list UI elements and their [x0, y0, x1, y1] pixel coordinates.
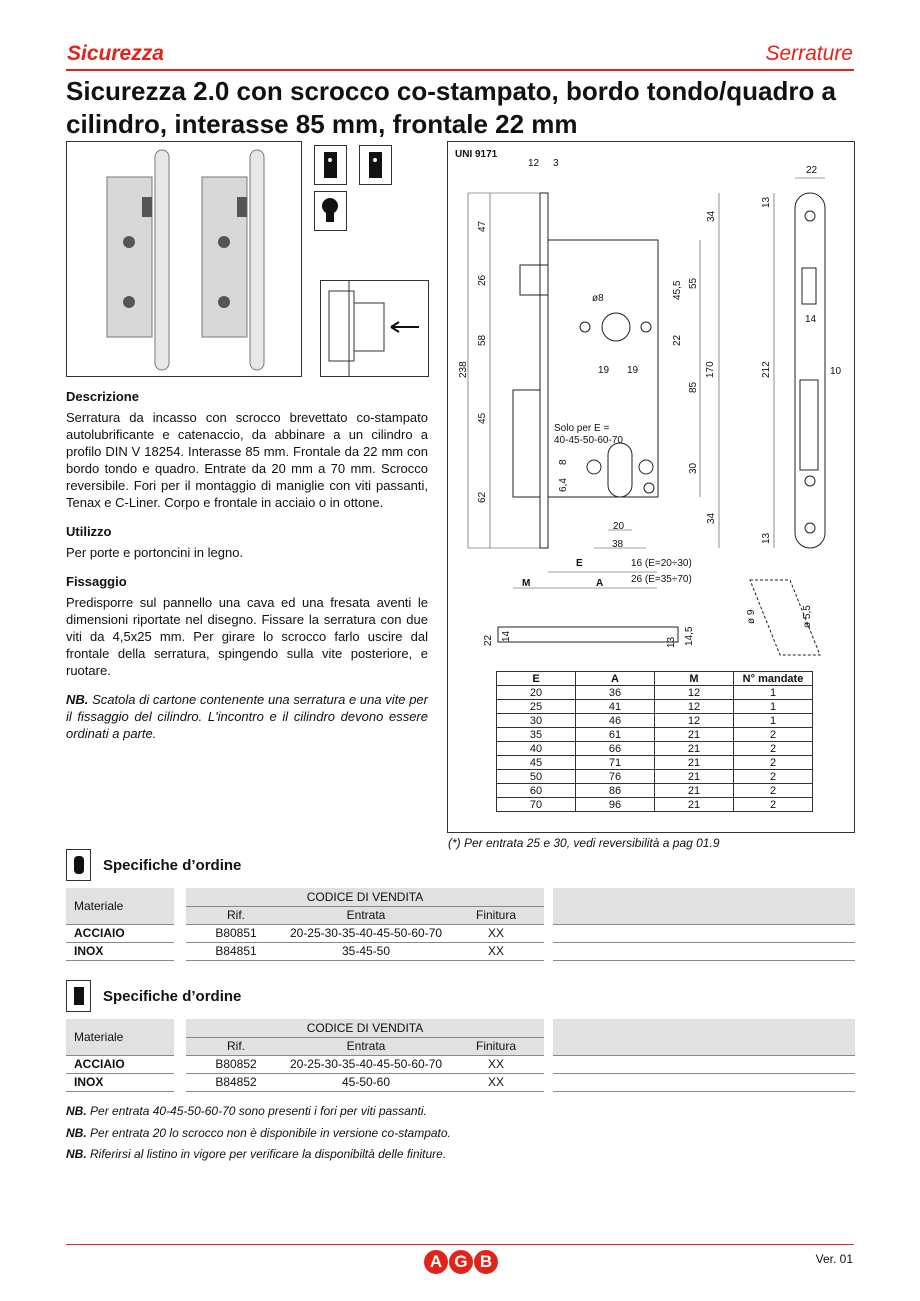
table-row — [497, 700, 813, 714]
version: Ver. 01 — [815, 1252, 853, 1266]
dimension-label: 6,4 — [558, 478, 569, 492]
dimension-label: 212 — [761, 361, 772, 378]
dimension-label: 55 — [688, 277, 699, 289]
table-row — [497, 742, 813, 756]
table-cell: 46 — [576, 714, 655, 728]
dimension-label: 19 — [598, 365, 610, 376]
product-photo — [66, 141, 302, 377]
table-cell: 2 — [734, 798, 813, 812]
rif-cell: B84852 — [215, 1075, 257, 1089]
note-1: NB. Per entrata 40-45-50-60-70 sono presenti i fori per viti passanti. — [66, 1104, 427, 1118]
table-cell: 61 — [576, 728, 655, 742]
table-row — [497, 686, 813, 700]
table-cell: 20 — [497, 686, 576, 700]
finitura-header: Finitura — [475, 908, 516, 922]
fixing-heading: Fissaggio — [66, 574, 127, 589]
table-cell: 45 — [497, 756, 576, 770]
entrata-header: Entrata — [346, 908, 386, 922]
dimension-label: Solo per E = — [554, 423, 610, 434]
dimension-label: 30 — [688, 462, 699, 474]
table-row — [497, 714, 813, 728]
section-title: Sicurezza — [67, 42, 164, 65]
dimension-label: 14 — [501, 630, 512, 642]
rif-header: Rif. — [227, 1039, 245, 1053]
dimension-label: ø8 — [592, 293, 604, 304]
page-title: Sicurezza 2.0 con scrocco co-stampato, bordo tondo/quadro a cilindro, interasse 85 mm, frontale 22 mm — [66, 76, 837, 139]
entrata-cell: 45-50-60 — [341, 1075, 391, 1089]
codice-header: CODICE DI VENDITA — [306, 1021, 424, 1035]
note-2: NB. Per entrata 20 lo scrocco non è disponibile in versione co-stampato. — [66, 1126, 451, 1140]
table-cell: 30 — [497, 714, 576, 728]
finitura-cell: XX — [487, 926, 504, 940]
description-heading: Descrizione — [66, 389, 139, 404]
dimension-label: 20 — [613, 521, 625, 532]
table-cell: 2 — [734, 756, 813, 770]
category-title: Serrature — [765, 42, 853, 65]
description-note: NB. Scatola di cartone contenente una serratura e una vite per il fissaggio del cilindro. L'incontro e il cilindro devono essere ordinati a parte. — [66, 692, 428, 741]
material-cell: ACCIAIO — [74, 926, 125, 940]
table-cell: 25 — [497, 700, 576, 714]
dimension-label: 13 — [761, 196, 772, 208]
dimension-label: 85 — [688, 381, 699, 393]
dimension-label: 238 — [458, 361, 469, 378]
dimension-label: M — [522, 578, 531, 589]
dimension-table — [496, 671, 813, 812]
note-3: NB. Riferirsi al listino in vigore per verificare la disponibiltà delle finiture. — [66, 1147, 447, 1161]
dimension-label: 8 — [558, 459, 569, 465]
col-e: E — [497, 672, 576, 686]
table-cell: 96 — [576, 798, 655, 812]
table-cell: 60 — [497, 784, 576, 798]
rif-cell: B80852 — [215, 1057, 257, 1071]
table-cell: 40 — [497, 742, 576, 756]
table-cell: 2 — [734, 784, 813, 798]
dimension-label: 40-45-50-60-70 — [554, 435, 623, 446]
table-cell: 41 — [576, 700, 655, 714]
material-cell: INOX — [74, 944, 104, 958]
dimension-label: 45 — [477, 412, 488, 424]
table-cell: 2 — [734, 770, 813, 784]
dimension-label: 14,5 — [684, 626, 695, 646]
dimension-label: 22 — [672, 334, 683, 346]
table-row — [497, 756, 813, 770]
table-cell: 12 — [655, 686, 734, 700]
table-cell: 2 — [734, 728, 813, 742]
dimension-label: 10 — [830, 366, 842, 377]
table-cell: 21 — [655, 756, 734, 770]
dimension-label: 22 — [483, 634, 494, 646]
table-cell: 1 — [734, 714, 813, 728]
dimension-label: 170 — [705, 361, 716, 378]
dimension-label: ø 9 — [746, 609, 757, 624]
finitura-cell: XX — [487, 944, 504, 958]
rif-cell: B80851 — [215, 926, 257, 940]
entrata-cell: 20-25-30-35-40-45-50-60-70 — [289, 926, 443, 940]
table-cell: 66 — [576, 742, 655, 756]
footnote: (*) Per entrata 25 e 30, vedi reversibilità a pag 01.9 — [448, 836, 720, 850]
header-divider — [66, 69, 854, 71]
materiale-header: Materiale — [74, 899, 124, 913]
entrata-cell: 20-25-30-35-40-45-50-60-70 — [289, 1057, 443, 1071]
table-cell: 86 — [576, 784, 655, 798]
dimension-label: 58 — [477, 334, 488, 346]
dimension-label: 26 — [477, 274, 488, 286]
table-cell: 21 — [655, 728, 734, 742]
table-row — [497, 770, 813, 784]
table-cell: 1 — [734, 700, 813, 714]
dimension-label: 16 (E=20÷30) — [631, 558, 692, 569]
dimension-label: 26 (E=35÷70) — [631, 574, 692, 585]
square-edge-icon — [359, 145, 392, 185]
rif-cell: B84851 — [215, 944, 257, 958]
material-cell: ACCIAIO — [74, 1057, 125, 1071]
dimension-label: UNI 9171 — [455, 149, 498, 160]
col-a: A — [576, 672, 655, 686]
table-cell: 21 — [655, 770, 734, 784]
dimension-label: 62 — [477, 491, 488, 503]
dimension-label: 14 — [805, 314, 817, 325]
table-cell: 2 — [734, 742, 813, 756]
dimension-label: 19 — [627, 365, 639, 376]
dimension-label: 13 — [666, 636, 677, 648]
dimension-label: 47 — [477, 220, 488, 232]
material-cell: INOX — [74, 1075, 104, 1089]
square-edge-icon — [66, 980, 91, 1012]
dimension-label: 34 — [706, 210, 717, 222]
dimension-label: 13 — [761, 532, 772, 544]
description-section — [66, 388, 428, 754]
dimension-label: 34 — [706, 512, 717, 524]
table-cell: 21 — [655, 798, 734, 812]
footer-divider — [66, 1244, 854, 1245]
dimension-label: 45,5 — [672, 280, 683, 300]
reversing-detail-image — [320, 280, 429, 377]
spec-title: Specifiche d’ordine — [103, 856, 242, 874]
dimension-label: A — [596, 578, 604, 589]
dimension-label: E — [576, 558, 583, 569]
entrata-cell: 35-45-50 — [341, 944, 391, 958]
codice-header: CODICE DI VENDITA — [306, 890, 424, 904]
table-cell: 35 — [497, 728, 576, 742]
table-cell: 36 — [576, 686, 655, 700]
table-row — [497, 784, 813, 798]
dimension-label: 12 — [528, 158, 540, 169]
table-cell: 76 — [576, 770, 655, 784]
cylinder-profile-icon — [314, 191, 347, 231]
description-text: Serratura da incasso con scrocco brevettato co-stampato autolubrificante e catenaccio, da abbinare a un cilindro a profilo DIN V 18254. Interasse 85 mm. Frontale da 22 mm con bordo tondo e quadro. Entrate da 20 mm a 70 mm. Scrocco reversibile. Fori per il montaggio di maniglie con viti passanti, Tenax e C-Liner. Corpo e frontale in acciaio o in ottone. — [66, 410, 428, 510]
order-spec-round — [66, 848, 855, 960]
round-edge-icon — [314, 145, 347, 185]
table-cell: 21 — [655, 742, 734, 756]
table-cell: 21 — [655, 784, 734, 798]
table-cell: 12 — [655, 700, 734, 714]
table-row — [497, 798, 813, 812]
usage-text: Per porte e portoncini in legno. — [66, 545, 244, 560]
fixing-text: Predisporre sul pannello una cava ed una fresata aventi le dimensioni riportate nel disegno. Fissare la serratura con due viti da 4,5x25 mm. Per girare lo scrocco farlo uscire dal frontale della serratura, spingendo sulla vite posteriore, e ruotare. — [66, 595, 428, 678]
col-mandate: N° mandate — [734, 672, 813, 686]
table-cell: 50 — [497, 770, 576, 784]
table-cell: 71 — [576, 756, 655, 770]
table-cell: 70 — [497, 798, 576, 812]
dimension-label: 22 — [806, 165, 818, 176]
finitura-cell: XX — [487, 1057, 504, 1071]
table-cell: 12 — [655, 714, 734, 728]
dimension-label: 3 — [553, 158, 559, 169]
agb-logo: A G B — [424, 1250, 498, 1274]
usage-heading: Utilizzo — [66, 524, 112, 539]
table-cell: 1 — [734, 686, 813, 700]
spec-title: Specifiche d’ordine — [103, 987, 242, 1005]
entrata-header: Entrata — [346, 1039, 386, 1053]
order-spec-square — [66, 979, 855, 1091]
materiale-header: Materiale — [74, 1030, 124, 1044]
rif-header: Rif. — [227, 908, 245, 922]
col-m: M — [655, 672, 734, 686]
finitura-cell: XX — [487, 1075, 504, 1089]
finitura-header: Finitura — [475, 1039, 516, 1053]
table-row — [497, 728, 813, 742]
round-edge-icon — [66, 849, 91, 881]
dimension-label: 38 — [612, 539, 624, 550]
dimension-label: ø 5,5 — [802, 605, 813, 628]
